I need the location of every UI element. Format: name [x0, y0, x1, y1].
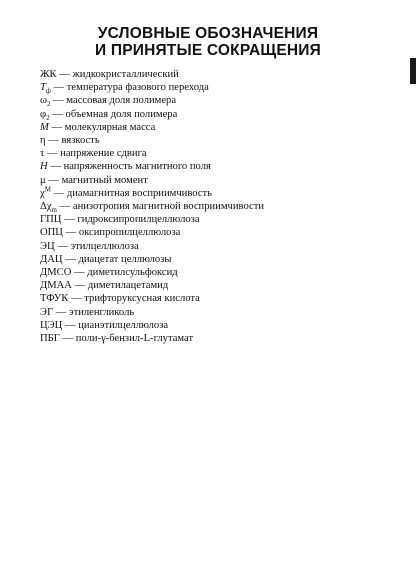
abbreviation-subscript: 2 [46, 100, 51, 109]
abbreviation-description: вязкость [61, 135, 100, 147]
abbreviation-description: напряжение сдвига [60, 148, 147, 160]
separator-dash: — [64, 319, 76, 331]
abbreviation-term [40, 148, 44, 159]
list-item [40, 240, 264, 253]
abbreviation-description: оксипропилцеллюлоза [78, 227, 181, 239]
abbreviation-term [40, 280, 72, 291]
abbreviation-term [40, 333, 60, 344]
abbreviation-subscript: 2 [46, 113, 50, 122]
abbreviation-symbol: ТФУК [40, 293, 69, 305]
abbreviation-symbol: η [40, 135, 46, 147]
list-item [40, 279, 264, 292]
abbreviation-term [40, 227, 63, 238]
abbreviation-term [40, 175, 46, 186]
separator-dash: — [71, 293, 82, 305]
list-item [40, 174, 264, 187]
separator-dash: — [53, 187, 65, 199]
abbreviation-description: этиленгликоль [69, 306, 135, 318]
abbreviation-term [40, 109, 50, 120]
page-title-line-2: И ПРИНЯТЫЕ СОКРАЩЕНИЯ [95, 42, 321, 59]
abbreviation-symbol: ГПЦ [40, 214, 62, 226]
abbreviation-description: напряженность магнитного поля [63, 161, 211, 173]
abbreviation-term [40, 122, 49, 133]
list-item [40, 134, 264, 147]
abbreviation-symbol: φ [40, 108, 47, 120]
list-item [40, 147, 264, 160]
abbreviation-symbol: ДМАА [40, 280, 72, 292]
separator-dash: — [53, 95, 64, 107]
separator-dash: — [65, 227, 77, 239]
list-item [40, 160, 264, 173]
abbreviation-term [40, 307, 53, 318]
separator-dash: — [53, 82, 65, 94]
separator-dash: — [57, 240, 68, 252]
abbreviation-list [40, 68, 264, 345]
abbreviation-symbol: Δχ [40, 201, 52, 213]
list-item [40, 81, 264, 94]
separator-dash: — [51, 121, 63, 133]
abbreviation-symbol: ЭГ [40, 306, 54, 318]
abbreviation-symbol: ЭЦ [40, 240, 55, 252]
separator-dash: — [59, 201, 71, 213]
abbreviation-term [40, 201, 57, 215]
separator-dash: — [65, 253, 76, 265]
abbreviation-description: гидроксипропилцеллюлоза [77, 214, 200, 226]
abbreviation-term [40, 267, 71, 278]
list-item [40, 68, 264, 81]
abbreviation-description: массовая доля полимера [66, 95, 177, 107]
separator-dash: — [46, 148, 58, 160]
list-item [40, 108, 264, 121]
abbreviation-term [40, 161, 48, 172]
scan-edge-mark [410, 58, 416, 84]
page-title [0, 25, 416, 59]
abbreviation-term [40, 95, 51, 109]
abbreviation-term [40, 254, 63, 265]
abbreviation-symbol: ПБГ [40, 333, 60, 345]
abbreviation-symbol: μ [40, 174, 46, 186]
abbreviation-symbol: ДАЦ [40, 253, 63, 265]
separator-dash: — [74, 267, 85, 279]
abbreviation-description: этилцеллюлоза [70, 240, 139, 252]
abbreviation-term [40, 293, 68, 304]
abbreviation-description: объемная доля полимера [65, 108, 178, 120]
abbreviation-term [40, 69, 57, 80]
abbreviation-symbol: T [40, 82, 46, 94]
abbreviation-description: молекулярная масса [64, 121, 156, 133]
abbreviation-symbol: H [40, 161, 48, 173]
separator-dash: — [74, 280, 86, 292]
separator-dash: — [64, 214, 75, 226]
abbreviation-description: анизотропия магнитной восприимчивости [72, 201, 265, 213]
list-item [40, 226, 264, 239]
abbreviation-symbol: ДМСО [40, 267, 72, 279]
list-item [40, 319, 264, 332]
separator-dash: — [62, 333, 74, 345]
separator-dash: — [48, 174, 59, 186]
abbreviation-description: температура фазового перехода [66, 82, 209, 94]
abbreviation-symbol: χ [40, 187, 45, 199]
list-item [40, 292, 264, 305]
list-item [40, 94, 264, 107]
abbreviation-term [40, 241, 55, 252]
abbreviation-term [40, 214, 61, 225]
abbreviation-description: диамагнитная восприимчивость [66, 187, 212, 199]
abbreviation-description: жидкокристаллический [72, 69, 179, 80]
abbreviation-symbol: τ [40, 148, 45, 160]
abbreviation-symbol: M [40, 121, 49, 133]
abbreviation-symbol: ЦЭЦ [40, 319, 63, 331]
list-item [40, 187, 264, 200]
abbreviation-symbol: ЖК [40, 69, 57, 80]
list-item [40, 200, 264, 213]
abbreviation-description: трифторуксусная кислота [84, 293, 200, 305]
list-item [40, 332, 264, 345]
abbreviation-term [40, 320, 62, 331]
abbreviation-superscript: M [44, 185, 51, 194]
abbreviation-symbol: ω [40, 95, 47, 107]
page-title-line-1: УСЛОВНЫЕ ОБОЗНАЧЕНИЯ [97, 25, 319, 42]
list-item [40, 306, 264, 319]
list-item [40, 121, 264, 134]
abbreviation-description: поли-γ-бензил-L-глутамат [75, 333, 194, 345]
separator-dash: — [50, 161, 61, 173]
abbreviation-term [40, 135, 46, 146]
abbreviation-description: диацетат целлюлозы [78, 253, 172, 265]
separator-dash: — [52, 108, 63, 120]
abbreviation-description: диметилацетамид [87, 280, 169, 292]
list-item [40, 213, 264, 226]
separator-dash: — [59, 69, 70, 80]
abbreviation-term [40, 82, 51, 96]
abbreviation-subscript: ф [45, 87, 51, 96]
abbreviation-symbol: ОПЦ [40, 227, 63, 239]
separator-dash: — [55, 306, 67, 318]
separator-dash: — [48, 135, 59, 147]
abbreviation-description: цианэтилцеллюлоза [78, 319, 169, 331]
abbreviation-description: магнитный момент [61, 174, 148, 186]
abbreviation-subscript: m [51, 206, 57, 215]
list-item [40, 266, 264, 279]
abbreviation-description: диметилсульфоксид [87, 267, 178, 279]
list-item [40, 253, 264, 266]
abbreviation-term [40, 185, 51, 199]
